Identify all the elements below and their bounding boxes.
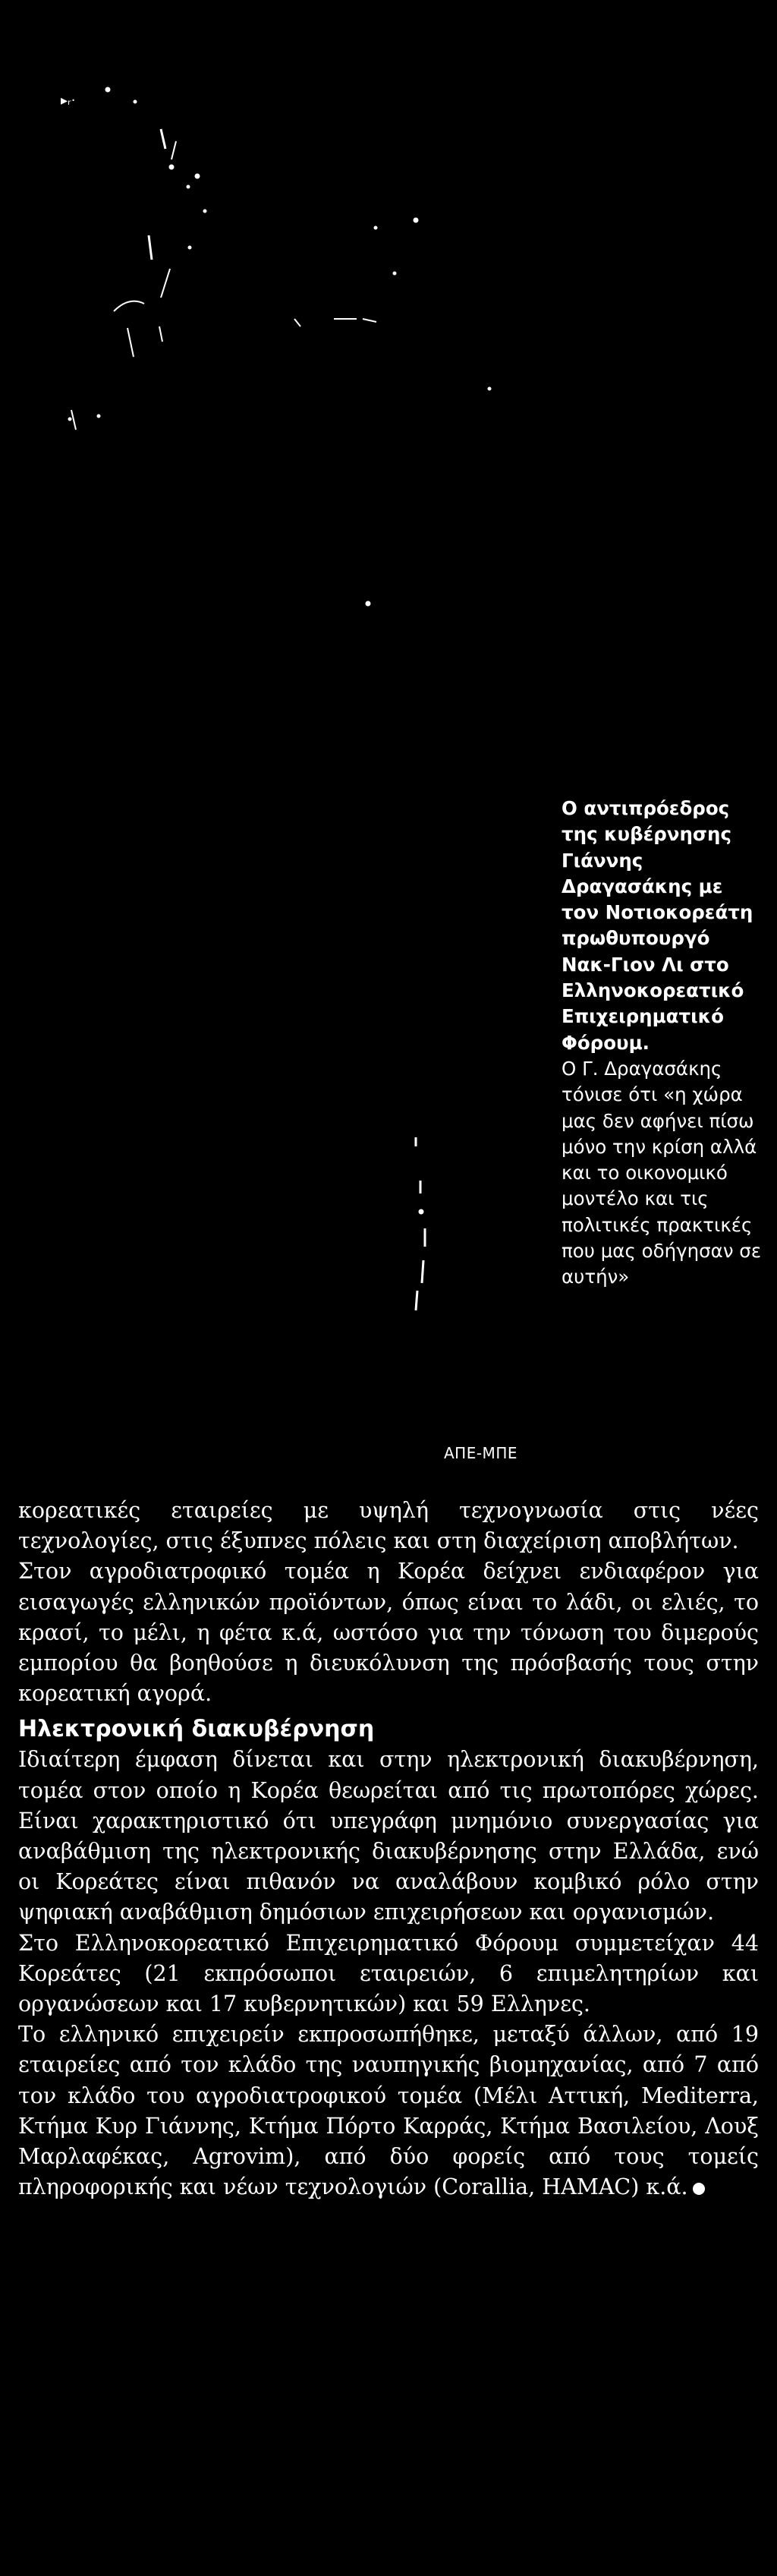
article: [0, 1482, 777, 2576]
article-subheading: Ηλεκτρονική διακυβέρνηση: [18, 1716, 375, 1743]
article-paragraph-last: [18, 2019, 759, 2202]
article-paragraph: Στον αγροδιατροφικό τομέα η Κορέα δείχνει ενδιαφέρον για εισαγωγές ελληνικών προϊόντων, όπως είναι το λάδι, οι ελιές, το κρασί, το μέλι, η φέτα κ.ά, ωστόσο για την τόνωση του διμερούς εμπορίου θα βοηθούσε η διευκόλυνση της πρόσβασής τους στην κορεατική αγορά.: [18, 1559, 759, 1707]
article-paragraph-text: Το ελληνικό επιχειρείν εκπροσωπήθηκε, μεταξύ άλλων, από 19 εταιρείες από τον κλάδο της ναυπηγικής βιομηχανίας, από 7 από τον κλάδο του αγροδιατροφικού τομέα (Μέλι Αττική, Mediterra, Κτήμα Κυρ Γιάννης, Κτήμα Πόρτο Καρράς, Κτήμα Βασιλείου, Λουξ Μαρλαφέκας, Agrovim), από δύο φορείς από τους τομείς πληροφορικής και νέων τεχνολογιών (Corallia, HAMAC) κ.ά.: [18, 2022, 759, 2200]
photo-highlights: [0, 0, 534, 1482]
photo-credit: ΑΠΕ-ΜΠΕ: [443, 1444, 517, 1462]
article-paragraph: Ιδιαίτερη έμφαση δίνεται και στην ηλεκτρονική διακυβέρνηση, τομέα στον οποίο η Κορέα θεωρείται από τις πρωτοπόρες χώρες. Είναι χαρακτηριστικό ότι υπεγράφη μνημόνιο συνεργασίας για αναβάθμιση της ηλεκτρονικής διακυβέρνησης στην Ελλάδα, ενώ οι Κορεάτες είναι πιθανόν να αναλάβουν κομβικό ρόλο στην ψηφιακή αναβάθμιση δημόσιων επιχειρήσεων και οργανισμών.: [18, 1747, 759, 1925]
article-body: [18, 1496, 759, 2202]
end-mark-icon: [693, 2183, 705, 2195]
svg-text:▸ᵣ·: ▸ᵣ·: [61, 93, 76, 109]
caption-lead: Ο αντιπρόεδρος της κυβέρνησης Γιάννης Δραγασάκης με τον Νοτιοκορεάτη πρωθυπουργό Νακ-Γιον Λι στο Ελληνοκορεατικό Επιχειρηματικό Φόρουμ.: [562, 797, 753, 1054]
article-photo: [0, 0, 534, 1482]
article-paragraph: Στο Ελληνοκορεατικό Επιχειρηματικό Φόρουμ συμμετείχαν 44 Κορεάτες (21 εκπρόσωποι εταιρειών, 6 επιμελητηρίων και οργανώσεων και 17 κυβερνητικών) και 59 Ελληνες.: [18, 1930, 759, 2017]
caption-quote: Ο Γ. Δραγασάκης τόνισε ότι «η χώρα μας δεν αφήνει πίσω μόνο την κρίση αλλά και το οικονομικό μοντέλο και τις πολιτικές πρακτικές που μας οδήγησαν σε αυτήν»: [562, 1057, 762, 1288]
article-paragraph: κορεατικές εταιρείες με υψηλή τεχνογνωσία στις νέες τεχνολογίες, στις έξυπνες πόλεις και στη διαχείριση αποβλήτων.: [18, 1498, 759, 1554]
caption-column: [534, 0, 777, 1482]
photo-caption: [562, 796, 765, 1291]
